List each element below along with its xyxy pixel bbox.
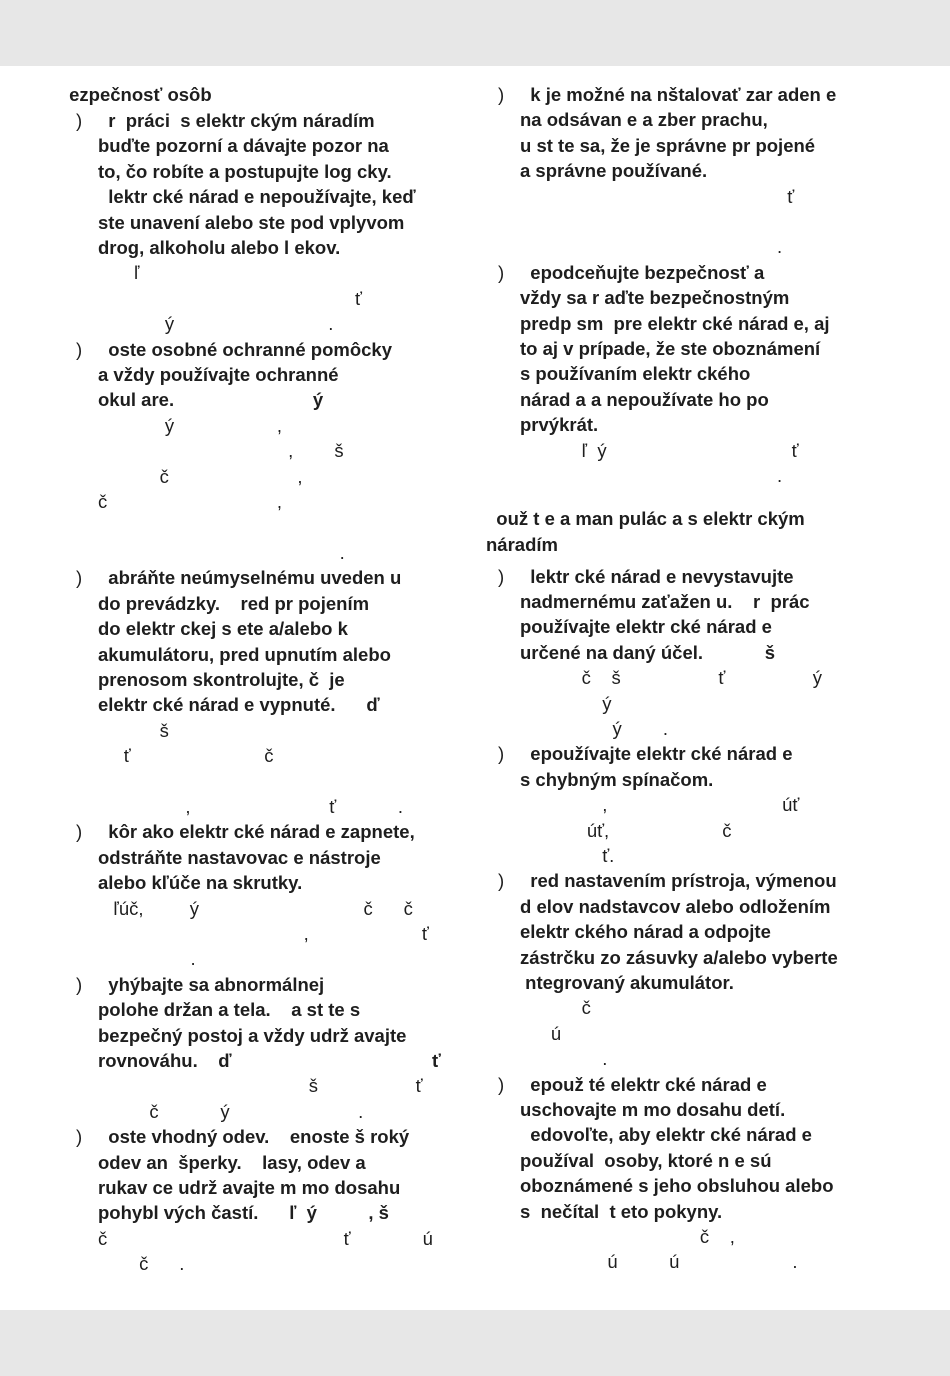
instruction-line: oboznámené s jeho obsluhou alebo (520, 1175, 834, 1197)
fragment-line: ť č (98, 745, 274, 767)
instruction-line: oste osobné ochranné pomôcky (98, 338, 393, 360)
instruction-line: oste vhodný odev. enoste š roký (98, 1126, 410, 1148)
fragment-line (98, 515, 464, 540)
item-marker: ) (498, 565, 505, 587)
instruction-line: okul are. ý (98, 389, 324, 411)
fragment-line: ľúč, ý č č (98, 897, 413, 919)
instruction-line: a vždy používajte ochranné (98, 364, 339, 386)
fragment-line: . (520, 236, 783, 258)
instruction-line: vždy sa r aďte bezpečnostným (520, 287, 790, 309)
instruction-line: d elov nadstavcov alebo odložením (520, 895, 831, 917)
instruction-line: do elektr ckej s ete a/alebo k (98, 618, 348, 640)
fragment-line: ý , (98, 414, 283, 436)
safety-item (64, 819, 464, 971)
fragment-line: č ť ú (98, 1227, 433, 1249)
fragment-line: , š (98, 440, 344, 462)
instruction-line: bezpečný postoj a vždy udrž avajte (98, 1024, 407, 1046)
fragment-line: ý (520, 692, 612, 714)
instruction-line: akumulátoru, pred upnutím alebo (98, 643, 391, 665)
instruction-line: to aj v prípade, že ste oboznámení (520, 338, 821, 360)
fragment-line: . (520, 1048, 608, 1070)
fragment-line: č , (520, 1226, 735, 1248)
document-page (0, 66, 950, 1310)
right-items-bottom (486, 564, 886, 1275)
instruction-line: rukav ce udrž avajte m mo dosahu (98, 1177, 401, 1199)
instruction-line: zástrčku zo zásuvky a/alebo vyberte (520, 946, 838, 968)
item-marker: ) (76, 338, 83, 360)
instruction-line: a správne používané. (520, 160, 708, 182)
instruction-line: ste unavení alebo ste pod vplyvom (98, 211, 405, 233)
instruction-line: drog, alkoholu alebo l ekov. (98, 237, 341, 259)
instruction-line: r práci s elektr ckým náradím (98, 110, 375, 131)
instruction-line: elektr cké nárad e vypnuté. ď (98, 694, 380, 716)
instruction-line: nadmernému zaťažen u. r prác (520, 590, 810, 612)
instruction-line: s používaním elektr ckého (520, 363, 751, 385)
fragment-line: č (520, 997, 591, 1019)
safety-item (486, 564, 886, 742)
fragment-line: . (98, 541, 345, 563)
instruction-line: polohe držan a tela. a st te s (98, 999, 361, 1021)
instruction-line: s nečítal t eto pokyny. (520, 1200, 723, 1222)
fragment-line: ť. (520, 844, 615, 866)
instruction-line: odstráňte nastavovac e nástroje (98, 846, 381, 868)
fragment-line: č , (98, 465, 303, 487)
item-marker: ) (498, 1073, 505, 1095)
fragment-line: č š ť ý (520, 667, 822, 689)
safety-item (486, 868, 886, 1071)
item-marker: ) (498, 261, 505, 283)
instruction-line: ntegrovaný akumulátor. (520, 972, 734, 993)
instruction-line: predp sm pre elektr cké nárad e, aj (520, 312, 830, 334)
item-marker: ) (498, 84, 505, 105)
instruction-line: s chybným spínačom. (520, 768, 714, 790)
fragment-line: š ť (98, 1075, 423, 1097)
instruction-line: kôr ako elektr cké nárad e zapnete, (98, 821, 415, 843)
instruction-line: epoužívajte elektr cké nárad e (520, 743, 793, 765)
instruction-line: abráňte neúmyselnému uveden u (98, 567, 402, 589)
fragment-line: . (98, 948, 196, 970)
fragment-line: č . (98, 1253, 185, 1275)
right-column (486, 82, 886, 1275)
instruction-line: yhýbajte sa abnormálnej (98, 973, 325, 995)
fragment-line: ú (520, 1022, 562, 1044)
item-marker: ) (498, 870, 505, 892)
fragment-line: ý . (520, 717, 669, 739)
item-marker: ) (76, 567, 83, 589)
instruction-line: lektr cké nárad e nevystavujte (520, 565, 794, 587)
fragment-line: , úť (520, 794, 800, 816)
fragment-line: š (98, 719, 169, 741)
right-items-top (486, 82, 886, 489)
fragment-line: ú ú . (520, 1251, 798, 1273)
item-marker: ) (76, 973, 83, 995)
instruction-line: uschovajte m mo dosahu detí. (520, 1099, 786, 1121)
fragment-line (520, 209, 886, 234)
instruction-line: do prevádzky. red pr pojením (98, 592, 370, 614)
fragment-line: ť (520, 185, 795, 207)
fragment-line: ť (98, 287, 362, 309)
safety-item (64, 108, 464, 337)
instruction-line: epouž té elektr cké nárad e (520, 1073, 767, 1095)
fragment-line: , ť (98, 923, 429, 944)
instruction-line: na odsávan e a zber prachu, (520, 109, 768, 131)
item-marker: ) (76, 821, 83, 843)
instruction-line: buďte pozorní a dávajte pozor na (98, 135, 389, 157)
instruction-line: určené na daný účel. š (520, 641, 775, 663)
fragment-line: ľ (98, 262, 140, 284)
instruction-line: používajte elektr cké nárad e (520, 616, 772, 638)
safety-item (486, 741, 886, 868)
instruction-line: rovnováhu. ď ť (98, 1050, 441, 1072)
instruction-line: epodceňujte bezpečnosť a (520, 261, 765, 283)
instruction-line: to, čo robíte a postupujte log cky. (98, 160, 392, 182)
fragment-line: úť, č (520, 819, 732, 841)
fragment-line: . (520, 465, 783, 487)
item-marker: ) (76, 110, 83, 131)
section-heading-tool-use: ouž t e a man pulác a s elektr ckým náradím (486, 507, 805, 555)
left-items (64, 108, 464, 1277)
fragment-line: , ť . (98, 795, 404, 817)
fragment-line (98, 769, 464, 794)
safety-item (64, 337, 464, 566)
section-heading-personal-safety: ezpečnosť osôb (64, 84, 212, 105)
safety-item (486, 82, 886, 260)
instruction-line: k je možné na nštalovať zar aden e (520, 84, 837, 105)
instruction-line: edovoľte, aby elektr cké nárad e (520, 1124, 812, 1146)
safety-item (486, 260, 886, 489)
instruction-line: alebo kľúče na skrutky. (98, 872, 303, 894)
safety-item (64, 972, 464, 1124)
instruction-line: prvýkrát. (520, 414, 599, 436)
item-marker: ) (498, 743, 505, 765)
fragment-line: ľ ý ť (520, 439, 799, 461)
instruction-line: nárad a a nepoužívate ho po (520, 388, 769, 410)
fragment-line: č ý . (98, 1100, 364, 1122)
instruction-line: red nastavením prístroja, výmenou (520, 870, 837, 892)
safety-item (64, 1124, 464, 1276)
instruction-line: lektr cké nárad e nepoužívajte, keď (98, 186, 416, 208)
fragment-line: ý . (98, 313, 334, 335)
safety-item (486, 1072, 886, 1275)
instruction-line: odev an šperky. lasy, odev a (98, 1151, 366, 1173)
item-marker: ) (76, 1126, 83, 1148)
instruction-line: používal osoby, ktoré n e sú (520, 1149, 772, 1171)
instruction-line: pohybl vých častí. ľ ý , š (98, 1202, 389, 1224)
safety-item (64, 565, 464, 819)
instruction-line: elektr ckého nárad a odpojte (520, 921, 771, 943)
left-column (64, 82, 464, 1277)
instruction-line: prenosom skontrolujte, č je (98, 668, 345, 690)
instruction-line: u st te sa, že je správne pr pojené (520, 134, 816, 156)
fragment-line: č , (98, 491, 283, 513)
